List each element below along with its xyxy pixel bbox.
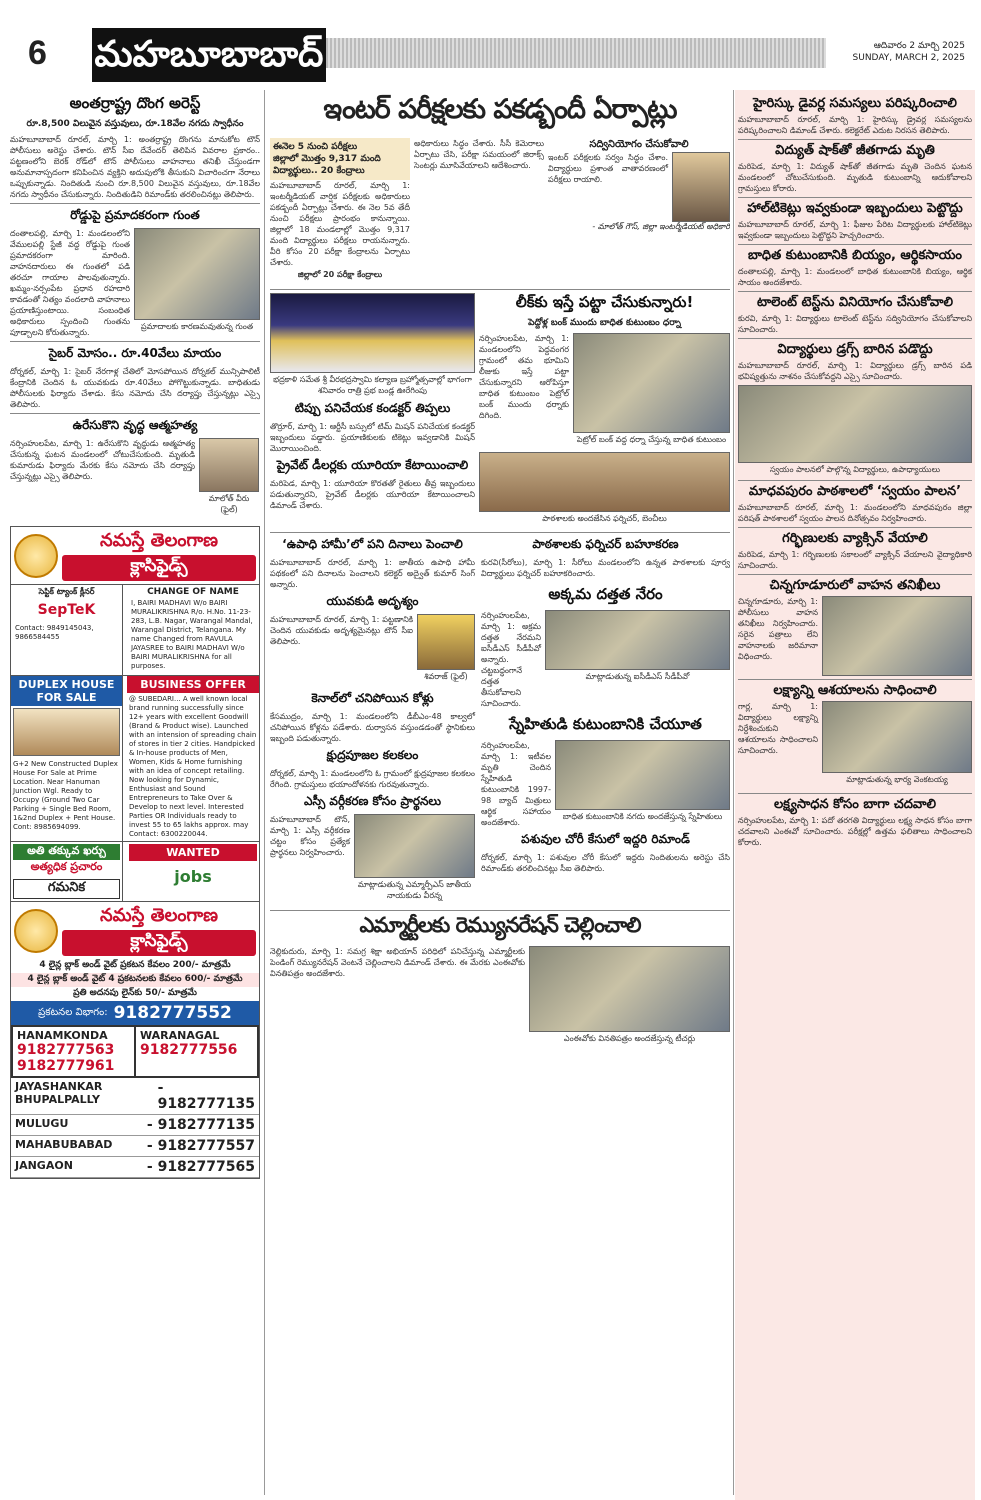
article-headline: లీక్‌కు ఇస్తే పట్టా చేసుకున్నారు! — [515, 293, 694, 311]
ad-subheader: అత్యధిక ప్రచారం — [30, 860, 103, 873]
article-body: మరిపెడ, మార్చి 1: విద్యుత్ షాక్‌తో జీతగాడు మృతి చెందిన ఘటన మండలంలో చోటుచేసుకుంది. మృతుడి కుటుంబాన్ని ఆదుకోవాలని గ్రామస్తులు కోరారు. — [738, 162, 972, 193]
right-column — [735, 90, 975, 1500]
article-headline: స్నేహితుడి కుటుంబానికి చేయూత — [509, 715, 702, 733]
ad-body: @ SUBEDARI... A well known local brand running successfully since 12+ years with excellent Goodwill (Brand & Product wise). Launched with an intension of spreading chain of stores in tier 2 cities. Handpicked & In-house products of Men, Women, Kids & Home furnishing with an idea of concept retailing. Now looking for Dynamic, Enthusiast and Sound Entrepreneurs to Take Over & Develop to next level. Interested Parties OR Individuals ready to invest 55 to 65 lakhs approx. may Contact: 6300220044. — [129, 695, 257, 838]
district-row: MULUGU - 9182777135 — [11, 1115, 259, 1136]
column-divider — [733, 90, 734, 1495]
article-headline: కెనాల్‌లో చనిపోయిన కోళ్లు — [311, 691, 434, 705]
article-headline: పాఠశాలకు ఫర్నిచర్ బహూకరణ — [532, 537, 679, 551]
ad-header: గమనిక — [13, 879, 120, 899]
article-headline: విద్యుత్ షాక్‌తో జీతగాడు మృతి — [738, 139, 972, 161]
article-subhead: రూ.8,500 విలువైన వస్తువులు, రూ.18వేల నగదు స్వాధీనం — [26, 119, 244, 129]
contact-label: ప్రకటనల విభాగం: — [38, 1007, 108, 1018]
photo-caption: స్వయం పాలనలో పాల్గొన్న విద్యార్థులు, ఉపాధ్యాయులు — [769, 465, 941, 474]
brand-line: నమస్తే తెలంగాణ — [100, 530, 218, 551]
article-headline: ఎమ్మార్టీలకు రెమ్యునరేషన్ చెల్లించాలి — [359, 913, 641, 937]
article-headline: టిప్పు ప‌ని‌చేయ‌క కం‌డ‌క్ట‌ర్‌ తిప్పలు — [294, 401, 451, 415]
jobs-logo: jobs — [174, 867, 212, 886]
district-row: MAHABUBABAD - 9182777557 — [11, 1136, 259, 1157]
brand-line: క్లాసిఫైడ్స్ — [62, 555, 256, 581]
interview-body: ఇంటర్ పరీక్షలకు సర్వం సిద్ధం చేశాం. విద్యార్థులు ప్రశాంత వాతావరణంలో పరీక్షలు రాయాలి. — [548, 153, 668, 184]
memorandum-photo — [529, 946, 730, 1032]
ad-header: DUPLEX HOUSE FOR SALE — [11, 676, 122, 706]
ad-header: CHANGE OF NAME — [147, 587, 239, 597]
article-body: మహబూబాబాద్ రూరల్, మార్చి 1: పట్టణానికి చెందిన యువకుడు అదృశ్యమైనట్లు టౌన్ సీఐ తెలిపారు. — [270, 615, 413, 646]
article-subhead: పెద్దోళ్ల బంక్ ముందు బాధిత కుటుంబం ధర్నా — [528, 318, 681, 328]
photo-caption: మాట్లాడుతున్న ఐసీడీఎస్ సీడీపీవో — [585, 672, 690, 681]
office-number: 9182777961 — [17, 1058, 115, 1074]
article-body: మహబూబాబాద్ రూరల్, మార్చి 1: ఫీజుల పేరిట విద్యార్థులకు హాల్‌టికెట్లు ఇవ్వకుండా ఇబ్బందులు పెట్టొద్దని హెచ్చరించారు. — [738, 220, 972, 240]
article-headline: హాల్‌టికెట్లు ఇవ్వకుండా ఇబ్బందులు పెట్టొద్దు — [738, 197, 972, 219]
article-headline: ఎస్సీ వర్గీకరణ కోసం ప్రార్థనలు — [303, 794, 442, 808]
photo-caption: భద్రకాళి సమేత శ్రీ వీరభద్రస్వామి కల్యాణ బ్రహ్మోత్సవాల్లో భాగంగా శనివారం రాత్రి ప్రభ బండ్ల ఊరేగింపు — [273, 375, 472, 395]
official-portrait — [672, 152, 730, 222]
article-body: నర్సింహులపేట, మార్చి 1: ఉరేసుకొని వృద్ధుడు ఆత్మహత్య చేసుకున్న ఘటన మండలంలో చోటుచేసుకుంది. మృతుడి కుమారుడు ఫిర్యాదు మేరకు కేసు నమోదు చేసి దర్యాప్తు చేస్తున్నట్లు ఎస్సై తెలిపారు. — [10, 439, 195, 481]
ad-header: అతి తక్కువ ఖర్చు — [13, 844, 120, 860]
photo-caption: మాట్లాడుతున్న ఎమ్మార్పీఎస్ జాతీయ నాయకుడు వీరన్న — [357, 880, 472, 900]
rate-line: ప్రతి అదనపు లైన్‌కు 50/- మాత్రమే — [73, 988, 197, 998]
photo-caption: బాధిత కుటుంబానికి నగదు అందజేస్తున్న స్నేహితులు — [562, 812, 723, 821]
icds-photo — [545, 610, 730, 670]
article-headline: అక్కమ దత్తత నేరం — [548, 585, 663, 603]
date-telugu: ఆదివారం 2 మార్చి 2025 — [873, 41, 965, 51]
quote-attribution: - మాలోత్ గౌస్, జిల్లా ఇంటర్మీడియట్ అధికారి — [592, 222, 730, 231]
photo-caption: ఎంఈవోకు వినతిపత్రం అందజేస్తున్న టీచర్లు — [563, 1034, 696, 1043]
septek-logo: SepTeK — [37, 602, 96, 618]
article-body: నెల్లికుదురు, మార్చి 1: సమగ్ర శిక్షా అభియాన్ పరిధిలో పనిచేస్తున్న ఎమ్మార్టీలకు పెండింగ్ రెమ్యునరేషన్ వెంటనే చెల్లించాలని డిమాండ్ చేశారు. ఈ మేరకు ఎంఈవోకు వినతిపత్రం అందజేశారు. — [270, 947, 525, 978]
article-body: దోర్నకల్, మార్చి 1: సైబర్ నేరగాళ్ల చేతిలో మోసపోయిన దోర్నకల్ మున్సిపాలిటీ కేంద్రానికి చెందిన ఓ యువకుడు రూ.40వేలు పోగొట్టుకున్నాడు. బాధితుడు పోలీసులకు ఫిర్యాదు చేశాడు. కేసు నమోదు చేసి దర్యాప్తు చేస్తున్నట్లు ఎస్సై తెలిపారు. — [10, 367, 260, 409]
ad-header: BUSINESS OFFER — [127, 676, 259, 693]
article-headline: బాధిత కుటుంబానికి బియ్యం, ఆర్థికసాయం — [738, 244, 972, 266]
ad-body: I, BAIRI MADHAVI W/o BAIRI MURALIKRISHNA R/o. H.No. 11-23-283, L.B. Nagar, Warangal Mandal, Warangal District, Telangana. My name Changed from RAVULA JAYASREE to BAIRI MADHAVI W/o BAIRI MURALIKRISHNA for all purposes. — [131, 599, 253, 670]
office-number: 9182777563 — [17, 1042, 115, 1058]
article-body: కురవి(సీరోలు), మార్చి 1: సీరోలు మండలంలోని ఉన్నత పాఠశాలకు పూర్వ విద్యార్థులు ఫర్నిచర్ బహూకరించారు. — [481, 558, 730, 578]
page-header — [0, 0, 981, 90]
bullet-item: ఈనెల 5 నుంచి పరీక్షలు — [273, 142, 358, 152]
article-body: కురవి, మార్చి 1: విద్యార్థులు టాలెంట్ టెస్ట్‌ను సద్వినియోగం చేసుకోవాలని సూచించారు. — [738, 314, 972, 334]
house-photo — [13, 708, 120, 756]
students-photo — [738, 385, 972, 463]
missing-photo — [417, 614, 475, 670]
article-body: దంతాలపల్లి, మార్చి 1: మండలంలోని వేములపల్లి స్టేజీ వద్ద రోడ్డుపై గుంత ప్రమాదకరంగా మారింది. వాహనదారులు ఈ గుంతలో పడి తరచూ గాయాల పాలవుతున్నారు. ఖమ్మం-నర్సంపేట ప్రధాన రహదారి కావడంతో నిత్యం వందలాది వాహనాలు ప్రయాణిస్తుంటాయి. సంబంధిత అధికారులు స్పందించి గుంతను పూడ్చాలని కోరుతున్నారు. — [10, 229, 130, 337]
masthead-rule — [326, 38, 826, 68]
article-headline: లక్ష్యసాధన కోసం బాగా చదవాలి — [738, 793, 972, 815]
office-number: 9182777556 — [140, 1042, 238, 1058]
article-headline: ఉరేసుకొని వృద్ధ ఆత్మహత్య — [72, 418, 198, 432]
article-body: మహబూబాబాద్ రూరల్, మార్చి 1: అంతర్రాష్ట్ర దొంగను మానుకోట టౌన్ పోలీసులు అరెస్టు చేశారు. టౌన్ సీఐ దేవేందర్ తెలిపిన వివరాల ప్రకారం.. పట్టణంలోని బెరక్ రోడ్‌లో టౌన్ పోలీసులు వాహనాలు తనిఖీ చేస్తుండగా అనుమానాస్పదంగా కనిపించిన వ్యక్తిని అదుపులోకి తీసుకుని విచారించగా నేరాలు ఒప్పుకున్నాడు. నిందితుడి నుంచి రూ.8,500 విలువైన వస్తువులు, రూ.18వేల నగదు స్వాధీనం చేసుకున్నారు. నిందితుడిని రిమాండ్‌కు తరలించినట్లు తెలిపారు. — [10, 135, 260, 199]
article-body: తొర్రూర్, మార్చి 1: ఆర్టీసీ బస్సులో టిమ్ మిషన్ పనిచేయక కండక్టర్ ఇబ్బందులు పడ్డారు. ప్రయాణికులకు టికెట్లు ఇవ్వడానికి మిషన్ మొరాయించింది. — [270, 422, 475, 453]
photo-caption: ప్రమాదాలకు కారణమవుతున్న గుంత — [140, 322, 254, 331]
article-body: అధికారులు సిద్ధం చేశారు. సీసీ కెమెరాలు ఏర్పాటు చేసి, పరీక్షా సమయంలో జిరాక్స్ సెంటర్లు మూసివేయాలని ఆదేశించారు. — [414, 139, 544, 170]
article-body: నర్సింహులపేట, మార్చి 1: అక్రమ దత్తత నేరమని ఐసీడీఎస్ సీడీపీవో అన్నారు. చట్టబద్ధంగానే దత్తత తీసుకోవాలని సూచించారు. — [481, 611, 541, 708]
office-label: WARANAGAL — [140, 1029, 220, 1042]
article-headline: పశువుల చోరీ కేసులో ఇద్దరి రిమాండ్ — [521, 832, 690, 846]
page-number: 6 — [28, 34, 47, 72]
article-body: మహబూబాబాద్ రూరల్, మార్చి 1: ఇంటర్మీడియట్ వార్షిక పరీక్షలకు అధికారులు పకడ్బందీ ఏర్పాట్లు చేశారు. ఈ నెల 5వ తేదీ నుంచి పరీక్షలు ప్రారంభం కానున్నాయి. జిల్లాలో 18 మండలాల్లో మొత్తం 9,317 మంది విద్యార్థులు పరీక్షలు రాయనున్నారు. వీరి కోసం 20 పరీక్షా కేంద్రాలను ఏర్పాటు చేశారు. — [270, 181, 410, 267]
lead-headline: ఇంటర్ పరీక్షలకు పకడ్బందీ ఏర్పాట్లు — [323, 94, 677, 125]
column-divider — [264, 90, 265, 1495]
article-body: మహబూబాబాద్ రూరల్, మార్చి 1: విద్యార్థులు డ్రగ్స్ బారిన పడి భవిష్యత్తును నాశనం చేసుకోవద్దని ఎస్సై సూచించారు. — [738, 361, 972, 381]
seal-icon — [14, 909, 58, 953]
article-body: కేసముద్రం, మార్చి 1: మండలంలోని డీబీఎం-48 కాల్వలో చనిపోయిన కోళ్లను పడేశారు. దుర్వాసన వస్తుండడంతో స్థానికులు ఇబ్బంది పడుతున్నారు. — [270, 712, 475, 743]
bullet-item: జిల్లాలో మొత్తం 9,317 మంది విద్యార్థులు.. 20 కేంద్రాలు — [273, 154, 381, 176]
interview-heading: సద్వినియోగం చేసుకోవాలి — [589, 139, 689, 150]
article-headline: యువకుడి అదృశ్యం — [326, 594, 419, 608]
article-body: నర్సింహులపేట, మార్చి 1: ఇటీవల మృతి చెందిన స్నేహితుడి కుటుంబానికి 1997-98 బ్యాచ్ మిత్రులు ఆర్థిక సహాయం అందజేశారు. — [481, 741, 551, 827]
article-body: గార్ల, మార్చి 1: విద్యార్థులు లక్ష్యాన్ని నిర్దేశించుకుని ఆశయాలను సాధించాలని సూచించారు. — [738, 702, 818, 755]
article-headline: అంతర్రాష్ట్ర దొంగ అరెస్ట్ — [69, 94, 201, 112]
contact-number: 9182777552 — [113, 1003, 232, 1023]
photo-caption: మాలోత్ వీరు (ఫైల్) — [208, 494, 250, 514]
article-headline: క్షుద్రపూజల కలకలం — [326, 748, 419, 762]
office-phones — [11, 1025, 259, 1078]
office-label: HANAMKONDA — [17, 1029, 108, 1042]
aid-photo — [555, 740, 730, 810]
sc-meeting-photo — [354, 814, 475, 878]
article-body: దోర్నకల్, మార్చి 1: పశువుల చోరీ కేసులో ఇద్దరు నిందితులను అరెస్టు చేసి రిమాండ్‌కు తరలించినట్లు సీఐ తెలిపారు. — [481, 853, 730, 873]
section-title: మహబూబాబాద్ — [92, 28, 326, 82]
district-row: JANGAON - 9182777565 — [11, 1157, 259, 1178]
sub-caption: జిల్లాలో 20 పరీక్షా కేంద్రాలు — [297, 270, 383, 279]
ad-body: G+2 New Constructed Duplex House For Sale at Prime Location. Near Hanuman Junction Wgl. Ready to Occupy (Ground Two Car Parking + Single Bed Room, 1&2nd Duplex + Pent House. Cont: 8985694099. — [13, 760, 118, 831]
brand-line: క్లాసిఫైడ్స్ — [62, 930, 256, 956]
rate-line: 4 లైన్ల బ్లాక్ అండ్ వైట్ 4 ప్రకటనలకు కేవలం 600/- మాత్రమే — [11, 973, 259, 987]
article-body: మరిపెడ, మార్చి 1: యూరియా కొరతతో రైతులు తీవ్ర ఇబ్బందులు పడుతున్నారని, ప్రైవేట్ డీలర్లకు యూరియా కేటాయించాలని డిమాండ్ చేశారు. — [270, 479, 475, 510]
district-row: JAYASHANKAR BHUPALPALLY - 9182777135 — [11, 1078, 259, 1115]
lead-bullets — [270, 138, 410, 180]
date-english: SUNDAY, MARCH 2, 2025 — [852, 53, 965, 63]
article-body: మహబూబాబాద్ రూరల్, మార్చి 1: మండలంలోని మాధవపురం జిల్లా పరిషత్ పాఠశాలలో స్వయం పాలన దినోత్సవం నిర్వహించారు. — [738, 503, 972, 523]
rate-line: 4 లైన్ల బ్లాక్ అండ్ వైట్ ప్రకటన కేవలం 200/- మాత్రమే — [39, 960, 231, 970]
vehicle-check-photo — [822, 596, 972, 676]
photo-caption: శివరాజ్ (ఫైల్) — [424, 672, 468, 681]
article-body: నర్సింహులపేట, మార్చి 1: పదో తరగతి విద్యార్థులు లక్ష్య సాధన కోసం బాగా చదవాలని ఎంఈవో సూచించారు. పరీక్షల్లో ఉత్తమ ఫలితాలు సాధించాలని కోరారు. — [738, 816, 972, 847]
ad-header: WANTED — [129, 844, 257, 861]
article-headline: ‘ఉపాధి హామీ’లో పని దినాలు పెంచాలి — [282, 537, 463, 551]
article-headline: లక్ష్యాన్ని ఆశయాలను సాధించాలి — [738, 679, 972, 701]
brand-line: నమస్తే తెలంగాణ — [100, 905, 218, 926]
article-body: చిన్నగూడూరు, మార్చి 1: పోలీసులు వాహన తనిఖీలు నిర్వహించారు. సరైన పత్రాలు లేని వాహనాలకు జరిమానా విధించారు. — [738, 597, 818, 661]
article-headline: మాధవపురం పాఠశాలలో ‘స్వయం పాలన’ — [738, 480, 972, 502]
article-body: మహబూబాబాద్ రూరల్, మార్చి 1: జాతీయ ఉపాధి హామీ పథకంలో పని దినాలను పెంచాలని కలెక్టర్ అద్వైత్ కుమార్ సింగ్ అన్నారు. — [270, 558, 475, 589]
article-body: దోర్నకల్, మార్చి 1: మండలంలోని ఓ గ్రామంలో క్షుద్రపూజల కలకలం రేగింది. గ్రామస్తులు భయాందోళనకు గురవుతున్నారు. — [270, 769, 475, 789]
speech-photo — [822, 701, 972, 773]
article-headline: రోడ్డుపై ప్రమాదకరంగా గుంత — [70, 208, 200, 222]
festival-photo — [270, 293, 475, 373]
article-body: మహబూబాబాద్ రూరల్, మార్చి 1: హైరిస్కు డ్రైవర్ల సమస్యలను పరిష్కరించాలని డిమాండ్ చేశారు. కలెక్టరేట్ ఎదుట నిరసన తెలిపారు. — [738, 115, 972, 135]
article-headline: హైరిస్కు డైవర్ల సమస్యలు పరిష్కరించాలి — [753, 96, 957, 111]
article-body: నర్సింహులపేట, మార్చి 1: మండలంలోని పెద్దవంగర గ్రామంలో తమ భూమిని లీజుకు ఇస్తే పట్టా చేసుకున్నారని ఆరోపిస్తూ బాధిత కుటుంబం పెట్రోల్ బంక్ ముందు ధర్నాకు దిగింది. — [479, 334, 569, 420]
photo-caption: మాట్లాడుతున్న భార్య వెంకటయ్య — [846, 775, 948, 784]
article-body: దంతాలపల్లి, మార్చి 1: మండలంలో బాధిత కుటుంబానికి బియ్యం, ఆర్థిక సాయం అందజేశారు. — [738, 267, 972, 287]
ad-contact: Contact: 9849145043, 9866584455 — [15, 624, 94, 641]
pothole-photo — [134, 228, 260, 320]
article-headline: సైబర్ మోసం.. రూ.40వేలు మాయం — [48, 346, 222, 360]
ad-header: సెప్టిక్ ట్యాంక్ క్లీనర్ — [38, 587, 95, 596]
article-headline: చిన్నగూడూరులో వాహన తనిఖీలు — [738, 574, 972, 596]
portrait-photo — [199, 438, 259, 492]
classifieds-section — [10, 526, 260, 1179]
photo-caption: పాఠశాలకు అందజేసిన ఫర్నిచర్, బెంచీలు — [542, 514, 667, 523]
seal-icon — [14, 534, 58, 578]
article-headline: ప్రైవేట్ డీలర్లకు యూరియా కేటాయించాలి — [276, 458, 469, 472]
center-column — [270, 90, 730, 1500]
furniture-photo — [479, 452, 730, 512]
article-body: మరిపెడ, మార్చి 1: గర్భిణులకు సకాలంలో వ్యాక్సిన్ వేయాలని వైద్యాధికారి సూచించారు. — [738, 550, 972, 570]
article-body: మహబూబాబాద్ టౌన్, మార్చి 1: ఎస్సీ వర్గీకరణ చట్టం కోసం ప్రత్యేక ప్రార్థనలు నిర్వహించారు. — [270, 815, 350, 857]
photo-caption: పెట్రోల్ బంక్ వద్ద ధర్నా చేస్తున్న బాధిత కుటుంబం — [576, 435, 727, 444]
article-headline: గర్భిణులకు వ్యాక్సిన్ వేయాలి — [738, 527, 972, 549]
dharna-photo — [573, 333, 730, 433]
classifieds-banner — [11, 901, 259, 959]
classifieds-banner — [11, 527, 259, 584]
dateline — [853, 40, 965, 64]
article-headline: విద్యార్థులు డ్రగ్స్ బారిన పడొద్దు — [738, 338, 972, 360]
left-column — [10, 90, 260, 1500]
article-headline: టాలెంట్ టెస్ట్‌ను వినియోగం చేసుకోవాలి — [738, 291, 972, 313]
